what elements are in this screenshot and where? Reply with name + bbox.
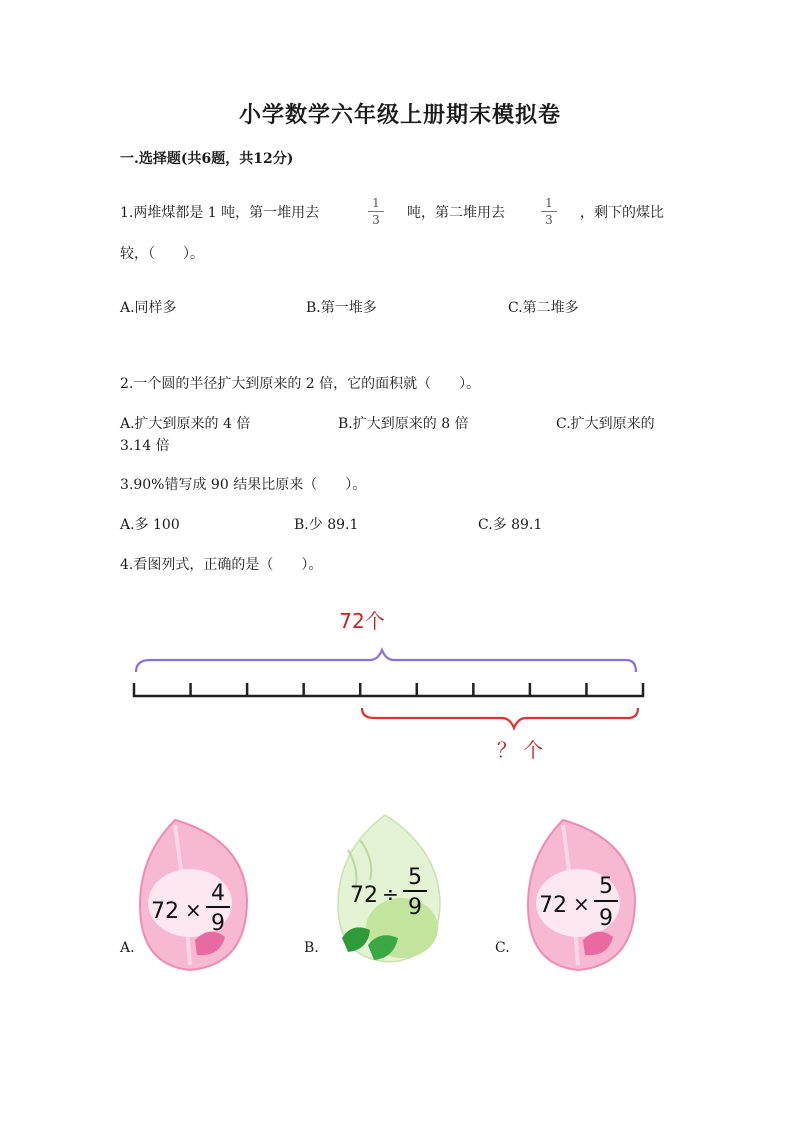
q1-text-d: 较，（ ）。 <box>120 246 204 262</box>
q4-choice-a-label: A. <box>120 940 135 956</box>
part-brace <box>362 708 638 728</box>
q3-option-c: C.多 89.1 <box>478 517 543 533</box>
expr-lhs: 72 <box>151 899 179 924</box>
expr-denominator: 9 <box>211 911 225 936</box>
expr-denominator: 9 <box>408 895 422 920</box>
q1-option-b: B.第一堆多 <box>306 300 377 316</box>
segment-diagram <box>120 600 660 770</box>
q1-fraction-1-numerator: 1 <box>372 196 380 210</box>
q2-option-c: C.扩大到原来的 <box>556 416 655 432</box>
q2-option-c-continued: 3.14 倍 <box>120 438 170 454</box>
fraction-bar <box>368 211 384 212</box>
page-title: 小学数学六年级上册期末模拟卷 <box>238 102 561 128</box>
expr-operator: × <box>185 898 202 922</box>
q4-choice-c-label: C. <box>495 940 510 956</box>
q1-option-a: A.同样多 <box>120 300 177 316</box>
expr-lhs: 72 <box>350 883 378 908</box>
q1-fraction-2-numerator: 1 <box>545 196 553 210</box>
total-brace <box>136 650 636 672</box>
pink-leaf-card-c <box>523 815 638 975</box>
q3-option-a: A.多 100 <box>120 517 180 533</box>
total-label: 72个 <box>339 609 385 633</box>
expr-numerator: 5 <box>408 865 422 890</box>
q4-text: 4.看图列式，正确的是（ ）。 <box>120 557 323 573</box>
q2-option-a: A.扩大到原来的 4 倍 <box>120 416 251 432</box>
q3-text: 3.90%错写成 90 结果比原来（ ）。 <box>120 477 367 493</box>
q1-text-b: 吨，第二堆用去 <box>407 205 505 221</box>
q1-fraction-2 <box>539 196 559 227</box>
expr-lhs: 72 <box>539 893 567 918</box>
q1-fraction-1 <box>366 196 386 227</box>
pink-leaf-card-a <box>135 815 250 975</box>
q1-text-a: 1.两堆煤都是 1 吨，第一堆用去 <box>120 205 320 221</box>
expr-numerator: 5 <box>599 874 613 899</box>
green-leaf-card-b <box>330 810 445 970</box>
expr-operator: ÷ <box>382 882 399 906</box>
q2-option-b: B.扩大到原来的 8 倍 <box>338 416 469 432</box>
q1-fraction-2-denominator: 3 <box>545 213 553 227</box>
q2-text: 2.一个圆的半径扩大到原来的 2 倍，它的面积就（ ）。 <box>120 376 481 392</box>
part-label: ？ 个 <box>496 738 544 762</box>
section-heading: 一.选择题(共6题，共12分) <box>120 151 294 167</box>
q1-option-c: C.第二堆多 <box>508 300 579 316</box>
expr-numerator: 4 <box>211 881 225 906</box>
q4-choice-b-label: B. <box>304 940 319 956</box>
expr-operator: × <box>573 892 590 916</box>
q1-text-c: ，剩下的煤比 <box>580 205 664 221</box>
expr-denominator: 9 <box>599 906 613 931</box>
fraction-bar <box>541 211 557 212</box>
q1-fraction-1-denominator: 3 <box>372 213 380 227</box>
q3-option-b: B.少 89.1 <box>294 517 359 533</box>
